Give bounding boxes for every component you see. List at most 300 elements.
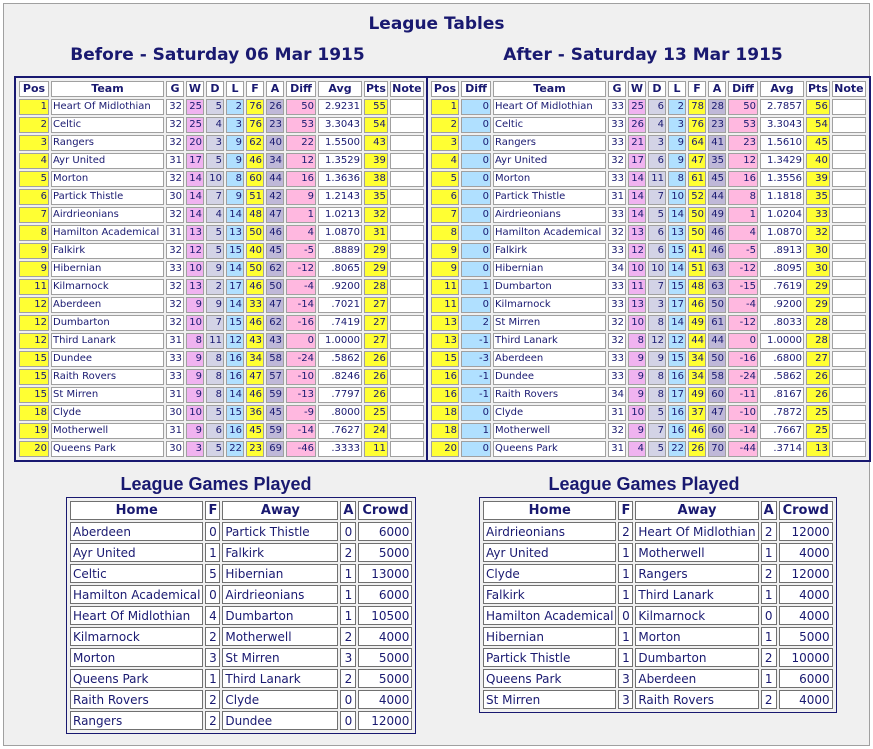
games-after-table <box>479 497 837 713</box>
table-cell: 14 <box>186 189 204 205</box>
table-cell: 29 <box>364 243 388 259</box>
table-row <box>19 153 424 169</box>
table-cell: 33 <box>806 207 830 223</box>
column-header: Team <box>51 81 164 97</box>
table-cell: .9200 <box>318 279 362 295</box>
table-cell: 52 <box>688 189 706 205</box>
table-cell: 22 <box>286 135 316 151</box>
table-cell: 5 <box>206 225 224 241</box>
table-cell: 32 <box>608 423 626 439</box>
table-cell: 69 <box>266 441 284 457</box>
game-cell: 2 <box>340 627 356 646</box>
table-cell: 3.3043 <box>318 117 362 133</box>
table-cell: 1 <box>431 99 459 115</box>
table-cell: 9 <box>206 261 224 277</box>
table-cell: 76 <box>246 99 264 115</box>
table-cell: 12 <box>628 243 646 259</box>
table-cell: 1 <box>461 279 491 295</box>
table-cell: 1 <box>19 99 49 115</box>
table-row <box>19 405 424 421</box>
table-cell: 49 <box>688 387 706 403</box>
table-cell: 4 <box>206 117 224 133</box>
table-cell: 1.5500 <box>318 135 362 151</box>
game-cell: Airdrieonians <box>222 585 338 604</box>
table-cell: 46 <box>246 279 264 295</box>
table-cell: -12 <box>286 261 316 277</box>
table-cell: 12 <box>668 333 686 349</box>
table-cell: 4 <box>628 441 646 457</box>
column-header: F <box>205 501 220 520</box>
table-cell: 47 <box>246 369 264 385</box>
table-cell: 7 <box>19 207 49 223</box>
table-cell: Clyde <box>51 405 164 421</box>
table-cell: Airdrieonians <box>51 207 164 223</box>
game-cell: 1 <box>761 669 777 688</box>
game-cell: 1 <box>205 543 220 562</box>
table-cell: 23 <box>266 117 284 133</box>
table-row <box>19 369 424 385</box>
table-cell: 18 <box>431 423 459 439</box>
table-cell: 5 <box>206 153 224 169</box>
table-cell: 4 <box>728 225 758 241</box>
table-cell: 8 <box>648 315 666 331</box>
game-cell: Motherwell <box>222 627 338 646</box>
table-cell: 9 <box>186 351 204 367</box>
table-cell: 3 <box>206 135 224 151</box>
table-cell: 14 <box>628 171 646 187</box>
table-cell: 1 <box>728 207 758 223</box>
table-cell: Ayr United <box>493 153 606 169</box>
game-cell: 12000 <box>779 564 833 583</box>
table-cell: Celtic <box>493 117 606 133</box>
table-cell: 14 <box>628 207 646 223</box>
table-cell: 56 <box>806 99 830 115</box>
table-cell: 53 <box>286 117 316 133</box>
column-header: F <box>618 501 633 520</box>
game-cell: Queens Park <box>483 669 616 688</box>
table-cell: Rangers <box>493 135 606 151</box>
game-cell: 2 <box>761 648 777 667</box>
game-row <box>483 669 833 688</box>
table-cell: 32 <box>166 297 184 313</box>
table-row <box>431 225 866 241</box>
table-cell: Heart Of Midlothian <box>51 99 164 115</box>
table-cell: 34 <box>246 351 264 367</box>
table-cell: 31 <box>166 387 184 403</box>
table-cell: 8 <box>431 225 459 241</box>
table-cell: 32 <box>166 135 184 151</box>
table-cell: 64 <box>688 135 706 151</box>
table-cell <box>832 135 866 151</box>
table-row <box>431 387 866 403</box>
table-cell: 22 <box>226 441 244 457</box>
game-cell: 3 <box>618 669 633 688</box>
table-cell: 47 <box>266 207 284 223</box>
table-cell: 76 <box>688 117 706 133</box>
table-cell: 0 <box>461 297 491 313</box>
table-cell: 33 <box>608 117 626 133</box>
table-cell: 7 <box>431 207 459 223</box>
table-cell: 15 <box>226 315 244 331</box>
table-cell: -10 <box>286 369 316 385</box>
game-cell: 1 <box>340 585 356 604</box>
table-cell: 5 <box>206 243 224 259</box>
table-cell: 59 <box>266 387 284 403</box>
table-cell: 15 <box>668 279 686 295</box>
table-cell: .7667 <box>760 423 804 439</box>
table-cell <box>390 333 424 349</box>
table-cell: 32 <box>166 117 184 133</box>
game-cell: 3 <box>340 648 356 667</box>
table-cell: 14 <box>628 189 646 205</box>
table-cell: 44 <box>708 333 726 349</box>
table-row <box>19 243 424 259</box>
table-cell: 4 <box>19 153 49 169</box>
table-cell: -4 <box>728 297 758 313</box>
table-cell: 50 <box>246 261 264 277</box>
table-cell: Kilmarnock <box>51 279 164 295</box>
game-cell: Partick Thistle <box>483 648 616 667</box>
table-cell: 32 <box>608 333 626 349</box>
table-cell: -5 <box>286 243 316 259</box>
table-cell: 9 <box>431 261 459 277</box>
table-cell: .8095 <box>760 261 804 277</box>
table-cell: -16 <box>286 315 316 331</box>
table-cell: 27 <box>364 297 388 313</box>
table-cell: 25 <box>806 405 830 421</box>
game-cell: 0 <box>618 606 633 625</box>
game-cell: Morton <box>635 627 758 646</box>
column-header: Pts <box>366 82 386 95</box>
before-heading: Before - Saturday 06 Mar 1915 <box>70 45 365 65</box>
column-header: Avg <box>318 81 362 97</box>
table-cell: 17 <box>668 297 686 313</box>
table-cell: Falkirk <box>493 243 606 259</box>
table-row <box>431 171 866 187</box>
column-header: L <box>226 81 244 97</box>
table-cell: 41 <box>688 243 706 259</box>
table-cell: Third Lanark <box>51 333 164 349</box>
table-cell: 32 <box>806 225 830 241</box>
table-cell: 5 <box>206 405 224 421</box>
table-cell: 2 <box>19 117 49 133</box>
table-cell: -5 <box>728 243 758 259</box>
table-cell: Morton <box>493 171 606 187</box>
table-cell: 50 <box>266 279 284 295</box>
table-cell: 26 <box>364 387 388 403</box>
table-cell: Dundee <box>51 351 164 367</box>
table-cell: 10 <box>628 405 646 421</box>
games-before-title: League Games Played <box>120 474 312 494</box>
table-cell: 17 <box>628 153 646 169</box>
table-row <box>19 117 424 133</box>
table-cell: 15 <box>668 243 686 259</box>
game-cell: 5000 <box>358 543 412 562</box>
table-row <box>19 297 424 313</box>
table-cell: 32 <box>166 315 184 331</box>
game-cell: 6000 <box>358 522 412 541</box>
table-cell <box>832 189 866 205</box>
game-cell: 10000 <box>779 648 833 667</box>
table-cell: 23 <box>728 135 758 151</box>
table-row <box>431 135 866 151</box>
table-cell: 12 <box>286 153 316 169</box>
table-cell: -14 <box>286 297 316 313</box>
table-cell: 61 <box>708 315 726 331</box>
table-cell: 4 <box>206 207 224 223</box>
column-header: L <box>668 81 686 97</box>
table-row <box>19 315 424 331</box>
table-cell: 12 <box>19 333 49 349</box>
table-cell: -11 <box>728 387 758 403</box>
game-cell: St Mirren <box>483 690 616 709</box>
table-cell: 45 <box>246 423 264 439</box>
table-cell: 26 <box>266 99 284 115</box>
game-cell: Rangers <box>635 564 758 583</box>
table-cell: 20 <box>431 441 459 457</box>
table-cell: 12 <box>19 315 49 331</box>
game-cell: 4000 <box>358 627 412 646</box>
table-row <box>19 423 424 439</box>
table-cell: 8 <box>226 171 244 187</box>
column-header: D <box>648 81 666 97</box>
table-cell: 31 <box>166 423 184 439</box>
table-cell <box>832 117 866 133</box>
table-cell: 11 <box>431 297 459 313</box>
table-cell: 34 <box>266 153 284 169</box>
table-cell: Queens Park <box>493 441 606 457</box>
table-cell: 2 <box>431 117 459 133</box>
table-cell: 0 <box>461 261 491 277</box>
table-cell <box>390 189 424 205</box>
table-cell: 35 <box>364 189 388 205</box>
table-cell: 17 <box>226 279 244 295</box>
table-cell: -3 <box>461 351 491 367</box>
table-row <box>431 423 866 439</box>
table-cell: 25 <box>186 99 204 115</box>
table-cell: 3 <box>431 135 459 151</box>
table-cell: 35 <box>806 189 830 205</box>
table-cell: 33 <box>608 243 626 259</box>
table-cell: 25 <box>186 117 204 133</box>
table-cell: 50 <box>708 297 726 313</box>
table-cell: 13 <box>186 225 204 241</box>
table-cell: 9 <box>628 351 646 367</box>
game-cell: Falkirk <box>483 585 616 604</box>
column-header: Away <box>635 501 758 520</box>
column-header: Pts <box>808 82 828 95</box>
table-cell: 50 <box>286 99 316 115</box>
table-cell: Hibernian <box>51 261 164 277</box>
table-cell: 1 <box>461 423 491 439</box>
table-cell: 33 <box>166 351 184 367</box>
table-cell <box>832 387 866 403</box>
table-cell: 9 <box>186 369 204 385</box>
table-cell: 33 <box>608 99 626 115</box>
table-cell: 30 <box>806 261 830 277</box>
game-row <box>483 522 833 541</box>
game-cell: Ayr United <box>483 543 616 562</box>
table-cell: 8 <box>206 369 224 385</box>
table-cell: -9 <box>286 405 316 421</box>
table-cell <box>832 243 866 259</box>
table-cell: 15 <box>668 351 686 367</box>
table-row <box>431 99 866 115</box>
game-cell: 2 <box>205 627 220 646</box>
table-cell: .7021 <box>318 297 362 313</box>
table-cell: 2 <box>668 99 686 115</box>
table-cell: 15 <box>19 387 49 403</box>
table-cell: 1.0204 <box>760 207 804 223</box>
game-cell: 4000 <box>358 690 412 709</box>
table-cell: 23 <box>708 117 726 133</box>
table-cell: 14 <box>226 297 244 313</box>
table-cell: Dumbarton <box>493 279 606 295</box>
table-cell: Motherwell <box>51 423 164 439</box>
table-cell: 50 <box>688 207 706 223</box>
table-cell: 1.0870 <box>318 225 362 241</box>
table-cell: Morton <box>51 171 164 187</box>
table-cell: 6 <box>648 243 666 259</box>
column-header: Crowd <box>358 501 412 520</box>
game-cell: Aberdeen <box>70 522 203 541</box>
table-cell: -14 <box>728 423 758 439</box>
table-cell: 0 <box>461 441 491 457</box>
table-cell: 34 <box>608 261 626 277</box>
table-cell: 0 <box>461 225 491 241</box>
table-row <box>431 351 866 367</box>
table-cell <box>390 369 424 385</box>
table-cell: 17 <box>668 387 686 403</box>
table-cell: 34 <box>688 351 706 367</box>
table-cell: .8889 <box>318 243 362 259</box>
game-cell: Raith Rovers <box>635 690 758 709</box>
table-cell: Hamilton Academical <box>493 225 606 241</box>
column-header: Diff <box>286 81 316 97</box>
table-cell: Partick Thistle <box>51 189 164 205</box>
table-cell: 27 <box>364 315 388 331</box>
table-cell: 25 <box>806 423 830 439</box>
table-cell: 9 <box>186 423 204 439</box>
table-cell: 13 <box>668 225 686 241</box>
table-cell: 5 <box>648 405 666 421</box>
game-cell: 1 <box>761 627 777 646</box>
table-cell: 4 <box>431 153 459 169</box>
table-cell: 29 <box>806 297 830 313</box>
table-cell: Queens Park <box>51 441 164 457</box>
game-cell: Motherwell <box>635 543 758 562</box>
table-cell: 0 <box>286 333 316 349</box>
table-cell: 16 <box>226 423 244 439</box>
table-cell: 7 <box>206 189 224 205</box>
table-cell: 14 <box>226 207 244 223</box>
game-cell: 1 <box>761 543 777 562</box>
game-cell: Morton <box>70 648 203 667</box>
table-cell: 61 <box>688 171 706 187</box>
table-cell: 16 <box>431 369 459 385</box>
table-cell: 5 <box>206 99 224 115</box>
game-cell: Queens Park <box>70 669 203 688</box>
game-cell: 2 <box>761 522 777 541</box>
table-cell: 26 <box>628 117 646 133</box>
column-header: Crowd <box>779 501 833 520</box>
table-cell: 6 <box>648 225 666 241</box>
table-cell: 51 <box>246 189 264 205</box>
game-cell: Ayr United <box>70 543 203 562</box>
table-cell: 28 <box>806 333 830 349</box>
table-cell <box>390 261 424 277</box>
table-cell: 3 <box>19 135 49 151</box>
table-cell: -12 <box>728 261 758 277</box>
table-cell: 7 <box>648 189 666 205</box>
table-cell <box>832 171 866 187</box>
table-cell <box>390 351 424 367</box>
table-cell: 6 <box>19 189 49 205</box>
table-cell: .8167 <box>760 387 804 403</box>
game-cell: 0 <box>340 690 356 709</box>
table-cell: 16 <box>226 369 244 385</box>
game-cell: 12000 <box>358 711 412 730</box>
game-cell: 0 <box>205 522 220 541</box>
table-cell: 46 <box>246 153 264 169</box>
table-cell: -1 <box>461 369 491 385</box>
table-cell: .8913 <box>760 243 804 259</box>
table-cell: 0 <box>461 207 491 223</box>
table-cell: 0 <box>461 117 491 133</box>
game-cell: 4000 <box>779 543 833 562</box>
table-cell: 3.3043 <box>760 117 804 133</box>
table-cell: 31 <box>166 153 184 169</box>
table-cell: .3714 <box>760 441 804 457</box>
game-cell: 1 <box>205 669 220 688</box>
table-row <box>431 243 866 259</box>
table-cell: 3 <box>648 135 666 151</box>
table-cell: 13 <box>628 297 646 313</box>
game-cell: Hamilton Academical <box>70 585 203 604</box>
table-cell: 3 <box>668 117 686 133</box>
game-cell: 1 <box>618 564 633 583</box>
table-cell: 63 <box>708 279 726 295</box>
table-row <box>431 369 866 385</box>
game-row <box>483 627 833 646</box>
table-cell: 76 <box>246 117 264 133</box>
table-cell: 7 <box>648 279 666 295</box>
game-row <box>70 711 412 730</box>
page-title: League Tables <box>368 14 505 34</box>
table-cell: 25 <box>364 405 388 421</box>
game-cell: 3 <box>618 690 633 709</box>
table-cell: 28 <box>806 315 830 331</box>
table-cell: 44 <box>266 171 284 187</box>
table-cell: 38 <box>364 171 388 187</box>
table-cell: 9 <box>648 351 666 367</box>
table-cell: St Mirren <box>51 387 164 403</box>
table-cell: 10 <box>648 261 666 277</box>
column-header: Note <box>390 81 424 97</box>
table-cell: 19 <box>19 423 49 439</box>
column-header: Avg <box>760 81 804 97</box>
table-cell: 7 <box>648 423 666 439</box>
table-cell: 33 <box>608 207 626 223</box>
column-header: Team <box>493 81 606 97</box>
table-cell: 32 <box>166 99 184 115</box>
table-row <box>19 261 424 277</box>
column-header: A <box>340 501 356 520</box>
table-cell: 8 <box>648 387 666 403</box>
table-row <box>431 189 866 205</box>
table-cell: 12 <box>226 333 244 349</box>
game-cell: Rangers <box>70 711 203 730</box>
